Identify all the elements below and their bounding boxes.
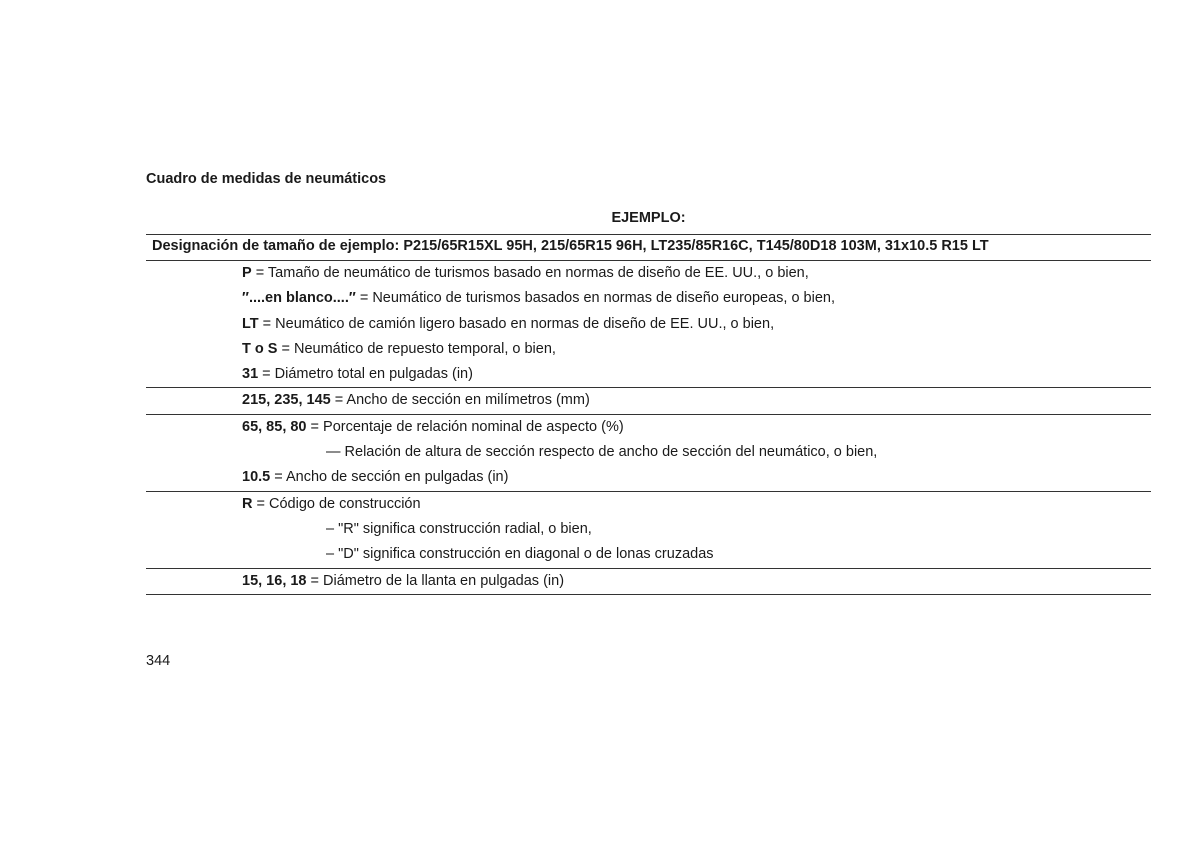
row-key: P [242, 265, 252, 281]
row-text: = Neumático de turismos basados en normas de diseño europeas, o bien, [355, 290, 835, 307]
row-key: R [242, 495, 253, 512]
row-text: = Ancho de sección en pulgadas (in) [270, 469, 509, 486]
row-key: LT [242, 315, 259, 332]
tire-size-table [146, 234, 1151, 595]
table-row [146, 492, 1151, 517]
table-row [146, 542, 1151, 567]
page-title: Cuadro de medidas de neumáticos [146, 171, 387, 187]
row-text: — Relación de altura de sección respecto de ancho de sección del neumático, o bien, [326, 444, 878, 461]
page-number: 344 [146, 653, 171, 669]
row-key: 215, 235, 145 [242, 392, 331, 409]
divider [146, 594, 1151, 595]
table-row [146, 362, 1151, 387]
table-row [146, 261, 1151, 286]
row-text: – "D" significa construcción en diagonal o de lonas cruzadas [326, 546, 714, 563]
example-heading [146, 210, 1151, 226]
row-text: = Neumático de camión ligero basado en normas de diseño de EE. UU., o bien, [258, 315, 775, 332]
table-row [146, 312, 1151, 337]
table-row [146, 517, 1151, 542]
row-text: = Neumático de repuesto temporal, o bien, [277, 340, 556, 357]
row-key: ″....en blanco....″ [242, 290, 356, 307]
table-row [146, 465, 1151, 490]
row-key: 10.5 [242, 469, 271, 486]
designation-row: Designación de tamaño de ejemplo: P215/65R15XL 95H, 215/65R15 96H, LT235/85R16C, T145/80D18 103M, 31x10.5 R15 LT [152, 238, 989, 254]
table-row [146, 286, 1151, 311]
row-text: = Diámetro de la llanta en pulgadas (in) [306, 572, 565, 589]
row-text: – "R" significa construcción radial, o bien, [326, 520, 592, 537]
row-text: = Ancho de sección en milímetros (mm) [330, 392, 590, 409]
table-row [146, 388, 1151, 413]
row-key: 65, 85, 80 [242, 418, 307, 435]
example-heading-label: EJEMPLO: [611, 210, 686, 226]
row-key: 31 [242, 366, 259, 383]
row-text: = Porcentaje de relación nominal de aspecto (%) [306, 418, 624, 435]
row-key: T o S [242, 340, 278, 357]
row-text: = Tamaño de neumático de turismos basado en normas de diseño de EE. UU., o bien, [251, 265, 809, 281]
table-row [146, 569, 1151, 594]
table-row [146, 337, 1151, 362]
row-text: = Código de construcción [252, 495, 421, 512]
table-row [146, 440, 1151, 465]
table-row [146, 415, 1151, 440]
row-text: = Diámetro total en pulgadas (in) [258, 366, 473, 383]
row-key: 15, 16, 18 [242, 572, 307, 589]
